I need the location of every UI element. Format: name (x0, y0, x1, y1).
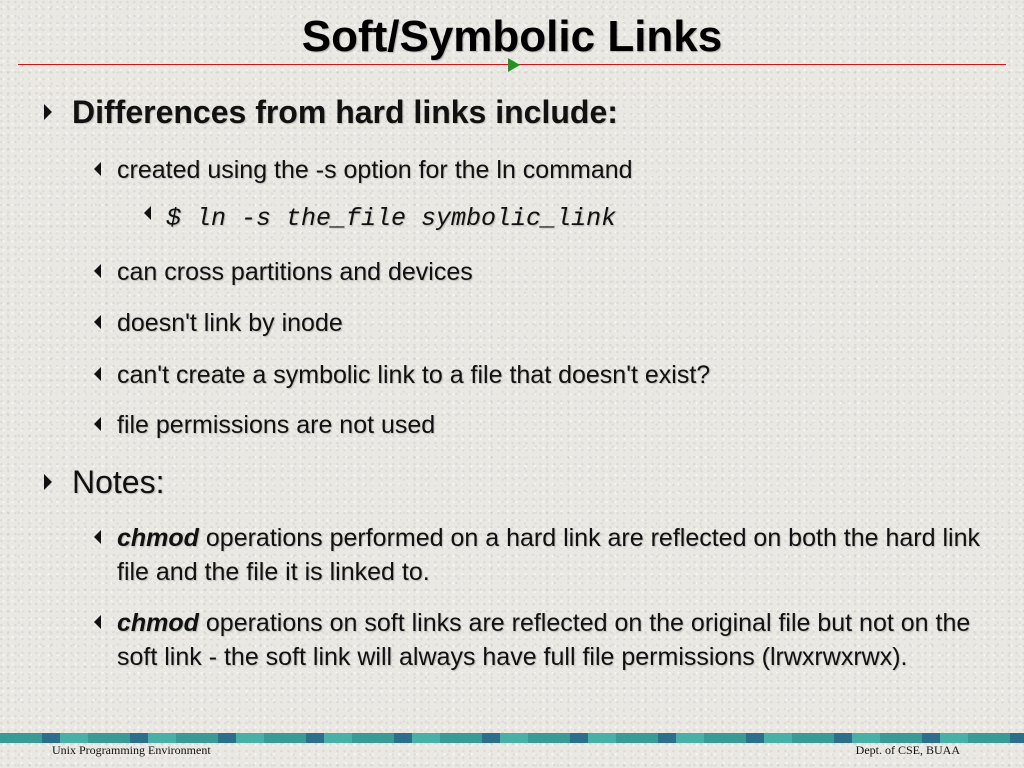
footer-course: Unix Programming Environment (52, 743, 211, 757)
chmod-command: chmod (117, 609, 199, 637)
bullet-differences-text: Differences from hard links include: (72, 94, 618, 130)
bullet-notes-text: Notes: (72, 464, 165, 500)
bullet-arrow-icon (144, 206, 151, 220)
bullet-arrow-icon (94, 417, 101, 431)
bullet-arrow-icon (44, 474, 52, 490)
sub-bullet-created-text: created using the -s option for the ln command (117, 156, 633, 184)
bullet-arrow-icon (44, 104, 52, 120)
bullet-arrow-icon (94, 315, 101, 329)
sub-bullet-note1-text (117, 521, 1007, 589)
note2-rest: operations on soft links are reflected on the original file but not on the soft link - the soft link will always have full file permissions (lrwxrwxrwx). (117, 609, 971, 671)
sub-bullet-permissions-text: file permissions are not used (117, 411, 436, 439)
footer-department: Dept. of CSE, BUAA (855, 743, 960, 757)
bullet-arrow-icon (94, 264, 101, 278)
sub-bullet-inode-text: doesn't link by inode (117, 309, 343, 337)
command-example: $ ln -s the_file symbolic_link (166, 204, 617, 233)
bullet-arrow-icon (94, 162, 101, 176)
slide-title: Soft/Symbolic Links (301, 12, 723, 61)
sub-bullet-cross-text: can cross partitions and devices (117, 258, 473, 286)
chmod-command: chmod (117, 524, 199, 552)
bullet-arrow-icon (94, 615, 101, 629)
bullet-arrow-icon (94, 367, 101, 381)
sub-bullet-note2-text (117, 606, 1007, 674)
sub-bullet-cant-create-text: can't create a symbolic link to a file that doesn't exist? (117, 361, 711, 389)
note1-rest: operations performed on a hard link are reflected on both the hard link file and the file it is linked to. (117, 524, 980, 586)
footer-bar (0, 733, 1024, 743)
bullet-arrow-icon (94, 530, 101, 544)
